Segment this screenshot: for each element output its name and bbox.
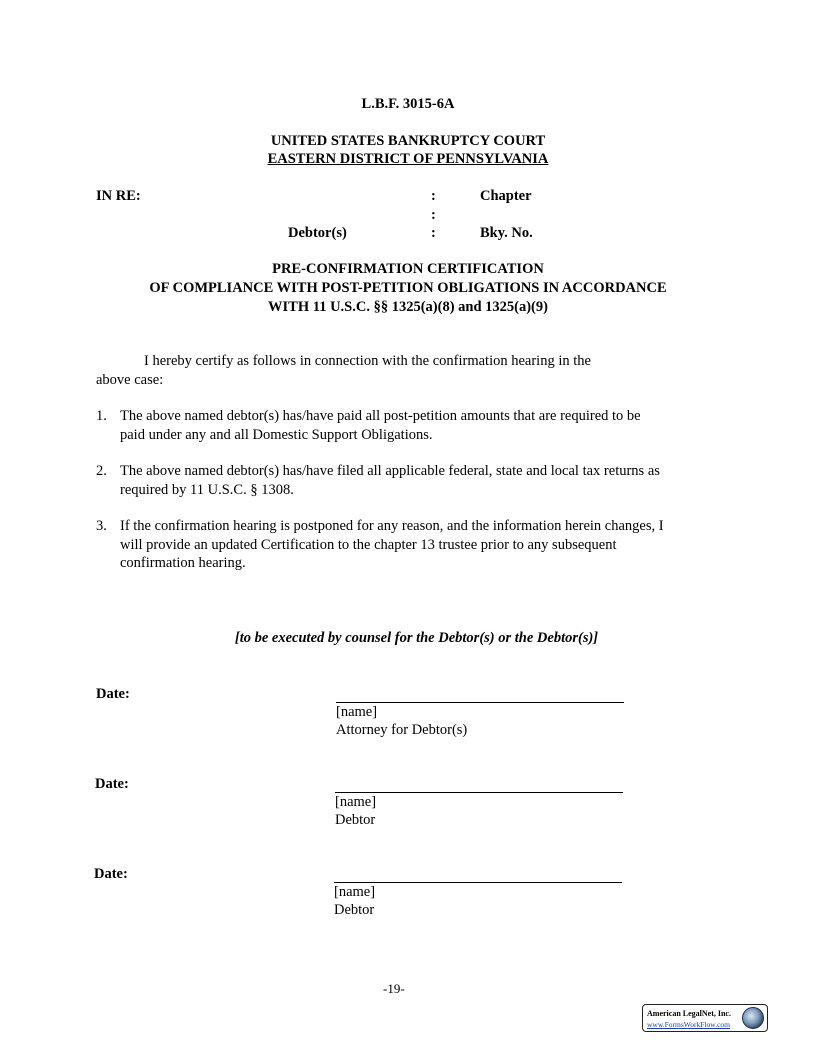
list-item-text: confirmation hearing. (120, 555, 246, 571)
signer-role: Debtor (334, 902, 375, 918)
globe-icon (742, 1007, 764, 1029)
signer-name: [name] (335, 794, 377, 810)
list-item-text: If the confirmation hearing is postponed for any reason, and the information herein changes, I (120, 518, 664, 534)
list-item-number: 3. (96, 518, 107, 534)
list-item-text: paid under any and all Domestic Support Obligations. (120, 427, 433, 443)
court-name: UNITED STATES BANKRUPTCY COURT (270, 133, 546, 149)
list-item-text: The above named debtor(s) has/have paid all post-petition amounts that are required to be (120, 408, 641, 424)
caption-colon: : (431, 188, 436, 204)
list-item-number: 1. (96, 408, 107, 424)
date-label: Date: (94, 866, 128, 882)
list-item-number: 2. (96, 463, 107, 479)
in-re-label: IN RE: (96, 188, 141, 204)
caption-colon: : (431, 225, 436, 241)
date-label: Date: (95, 776, 129, 792)
signature-line[interactable] (335, 792, 623, 793)
document-title: PRE-CONFIRMATION CERTIFICATION (272, 261, 544, 277)
badge-url[interactable]: www.FormsWorkFlow.com (647, 1020, 731, 1029)
intro-text: above case: (96, 372, 164, 388)
badge-company: American LegalNet, Inc. (647, 1009, 731, 1018)
bky-no-label: Bky. No. (480, 225, 533, 241)
caption-colon: : (431, 207, 436, 223)
signer-role: Debtor (335, 812, 376, 828)
page-number: -19- (383, 981, 405, 996)
chapter-label: Chapter (480, 188, 532, 204)
list-item-text: The above named debtor(s) has/have filed all applicable federal, state and local tax returns as (120, 463, 660, 479)
date-label: Date: (96, 686, 130, 702)
execution-note: [to be executed by counsel for the Debtor(s) or the Debtor(s)] (234, 630, 599, 646)
signature-line[interactable] (334, 882, 622, 883)
footer-badge[interactable] (642, 1004, 768, 1032)
document-title: WITH 11 U.S.C. §§ 1325(a)(8) and 1325(a)(9) (268, 299, 548, 315)
court-district: EASTERN DISTRICT OF PENNSYLVANIA (267, 151, 549, 167)
signer-role: Attorney for Debtor(s) (336, 722, 468, 738)
document-title: OF COMPLIANCE WITH POST-PETITION OBLIGATIONS IN ACCORDANCE (149, 280, 667, 296)
list-item-text: required by 11 U.S.C. § 1308. (120, 482, 294, 498)
intro-text: I hereby certify as follows in connection with the confirmation hearing in the (144, 353, 591, 369)
debtor-label: Debtor(s) (288, 225, 347, 241)
signature-line[interactable] (336, 702, 624, 703)
list-item-text: will provide an updated Certification to the chapter 13 trustee prior to any subsequent (120, 537, 617, 553)
form-id: L.B.F. 3015-6A (361, 96, 455, 112)
signer-name: [name] (336, 704, 378, 720)
signer-name: [name] (334, 884, 376, 900)
